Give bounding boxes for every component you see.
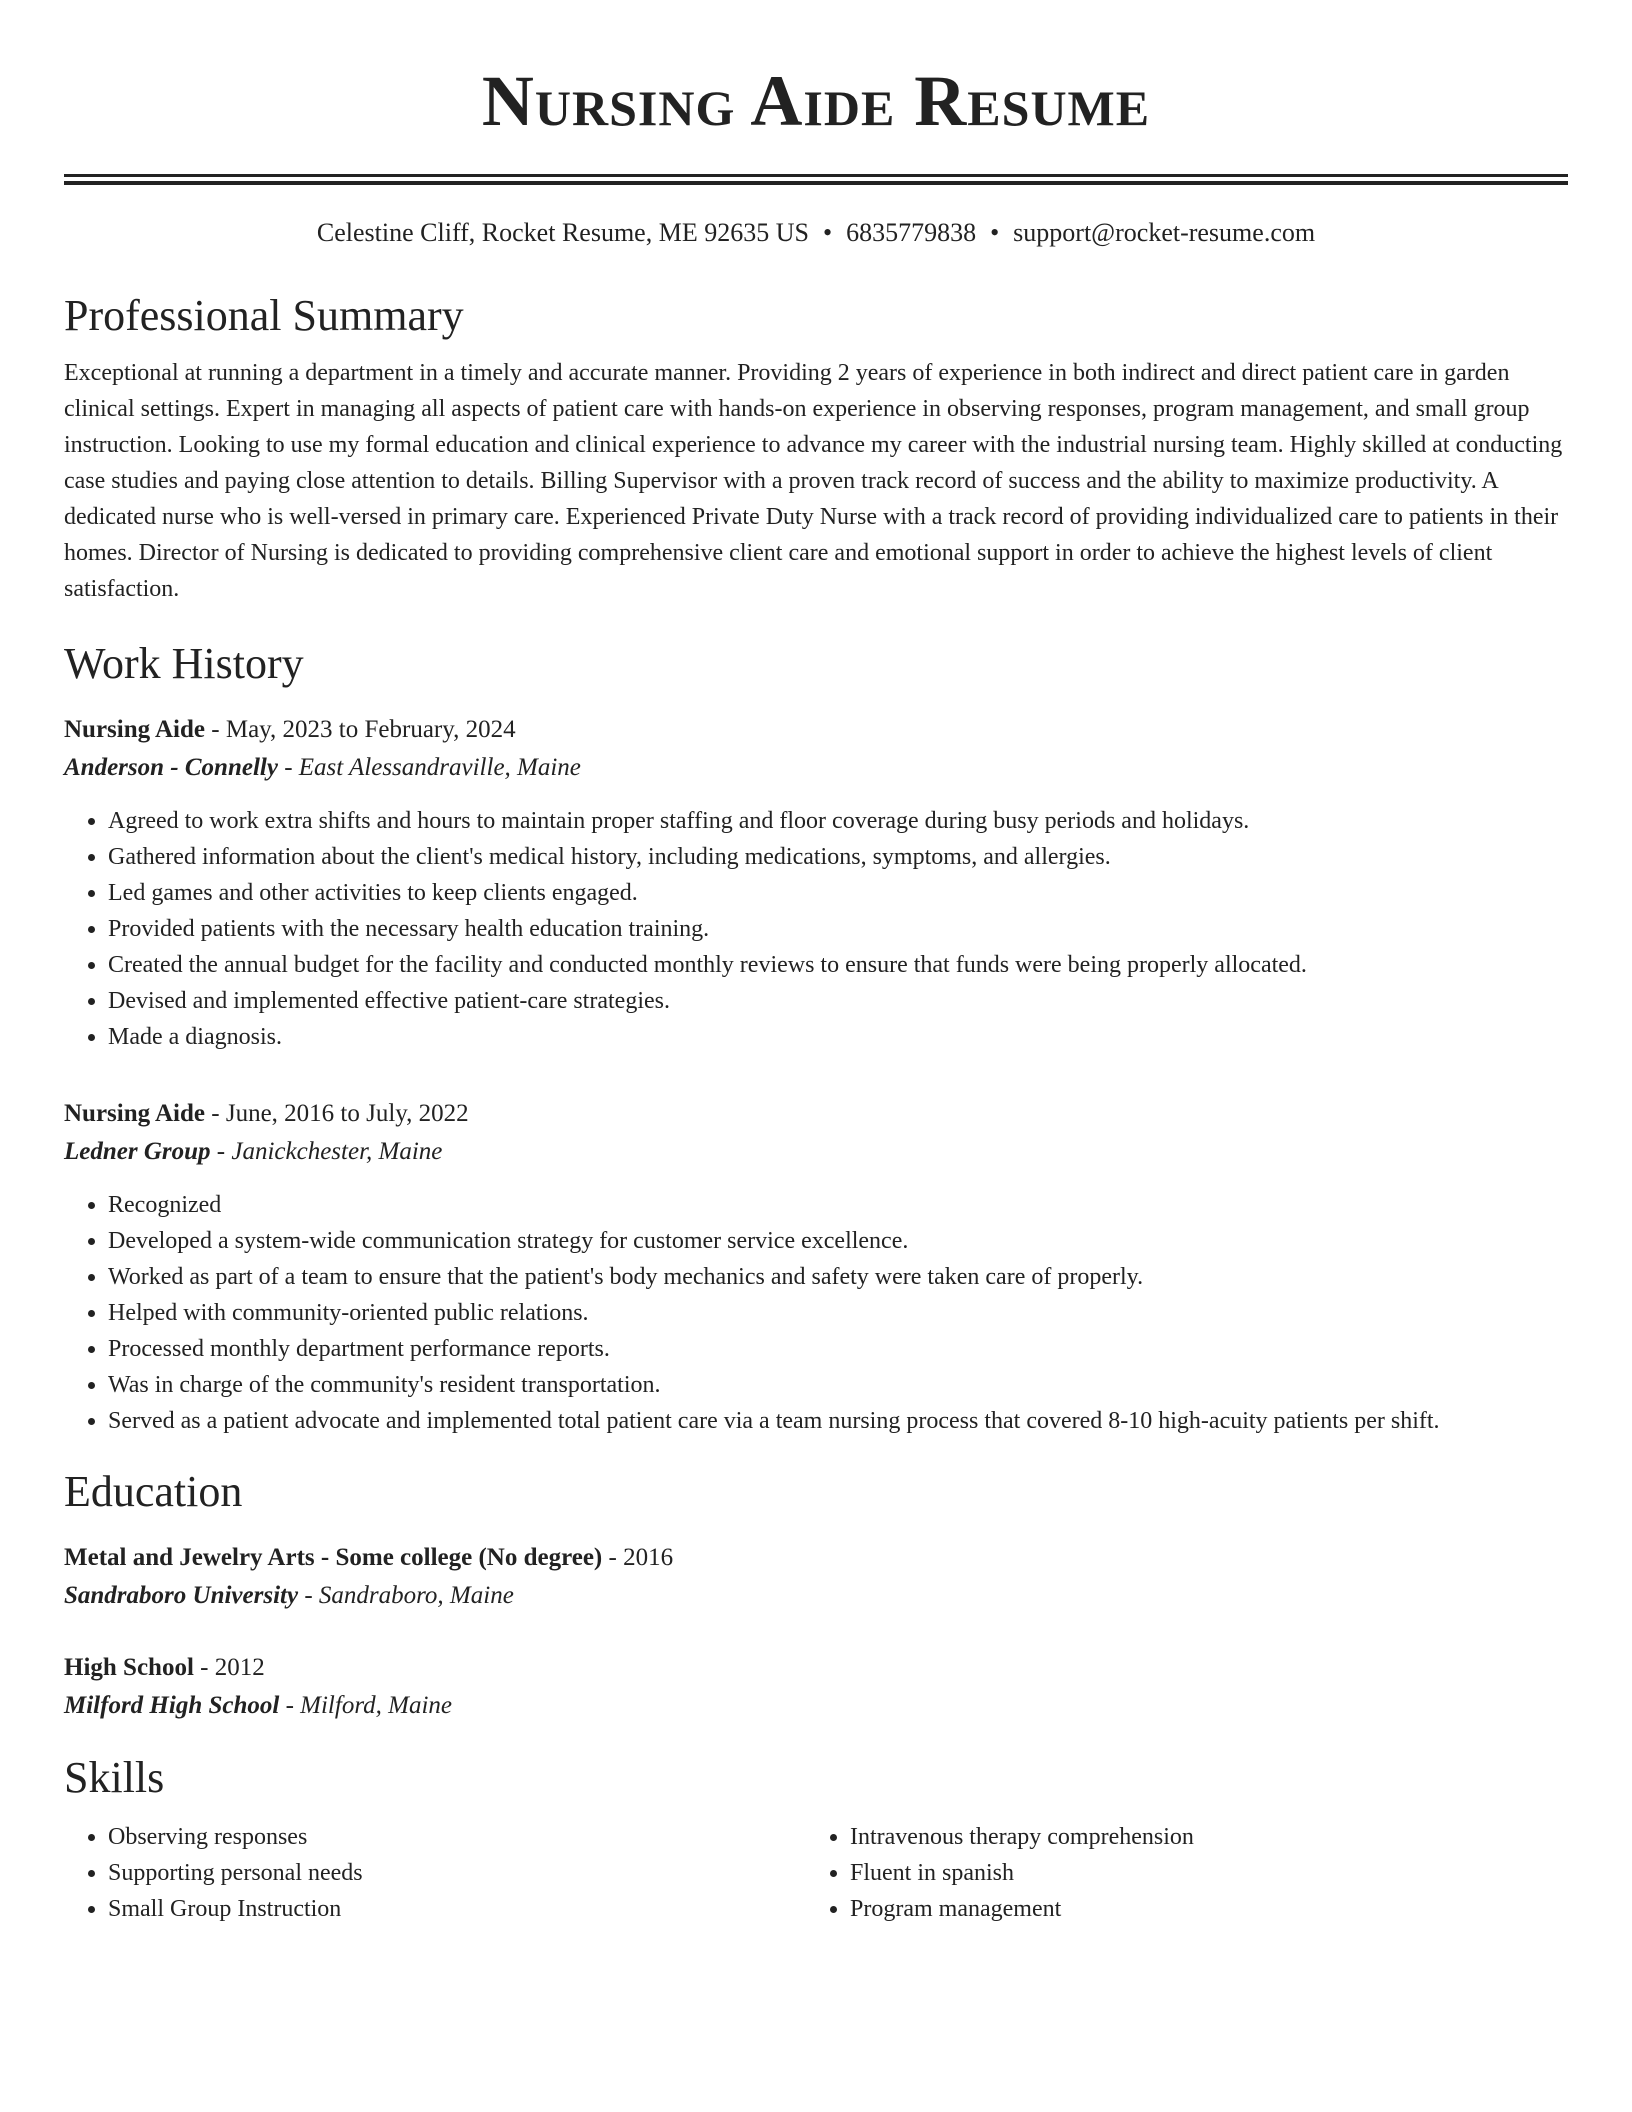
contact-email: support@rocket-resume.com (1013, 218, 1316, 247)
job-duty: • Gathered information about the client's medical history, including medications, symptoms, and allergies. (108, 839, 1568, 875)
contact-address: Celestine Cliff, Rocket Resume, ME 92635 US (316, 218, 809, 247)
contact-separator: • (822, 218, 833, 247)
skills-column-left (64, 1819, 806, 1927)
job-duties (64, 803, 1568, 1055)
contact-phone: 6835779838 (846, 218, 977, 247)
education-degree: Metal and Jewelry Arts - Some college (No degree) (64, 1544, 603, 1571)
education-institution (64, 1577, 1568, 1615)
skill-item: • Intravenous therapy comprehension (850, 1819, 1548, 1855)
job-employer (64, 749, 1568, 787)
summary-heading: Professional Summary (64, 291, 464, 340)
job-duty: • Led games and other activities to keep clients engaged. (108, 875, 1568, 911)
education-school: Milford High School (64, 1692, 280, 1719)
education-location: - Sandraboro, Maine (298, 1582, 514, 1609)
job-duty: • Made a diagnosis. (108, 1019, 1568, 1055)
skill-item: • Fluent in spanish (850, 1855, 1548, 1891)
education-entry (64, 1649, 1568, 1725)
title-divider (64, 174, 1568, 185)
skill-item: • Observing responses (108, 1819, 806, 1855)
work-history-heading: Work History (64, 639, 304, 688)
education-school: Sandraboro University (64, 1582, 299, 1609)
education-location: - Milford, Maine (279, 1692, 452, 1719)
job-entry (64, 1095, 1568, 1439)
job-duty: • Developed a system-wide communication strategy for customer service excellence. (108, 1223, 1568, 1259)
contact-line (64, 215, 1568, 251)
education-header (64, 1649, 1568, 1687)
job-duty: • Processed monthly department performance reports. (108, 1331, 1568, 1367)
job-dates: - May, 2023 to February, 2024 (205, 716, 516, 743)
job-entry (64, 711, 1568, 1055)
job-duty: • Agreed to work extra shifts and hours to maintain proper staffing and floor coverage during busy periods and holidays. (108, 803, 1568, 839)
skills-section (64, 1751, 1568, 1927)
job-location: - East Alessandraville, Maine (277, 754, 581, 781)
job-duty: • Served as a patient advocate and implemented total patient care via a team nursing process that covered 8-10 high-acuity patients per shift. (108, 1403, 1568, 1439)
job-duties (64, 1187, 1568, 1439)
skills-columns (64, 1819, 1568, 1927)
contact-separator: • (990, 218, 1000, 247)
education-institution (64, 1687, 1568, 1725)
resume-title: Nursing Aide Resume (481, 61, 1151, 141)
skills-heading: Skills (64, 1753, 165, 1802)
job-location: - Janickchester, Maine (210, 1138, 443, 1165)
education-entry (64, 1539, 1568, 1615)
summary-section (64, 289, 1568, 607)
work-history-section (64, 637, 1568, 1439)
job-header (64, 1095, 1568, 1133)
education-degree: High School (64, 1654, 194, 1681)
job-title: Nursing Aide (64, 716, 206, 743)
skills-column-right (806, 1819, 1548, 1927)
summary-text: Exceptional at running a department in a timely and accurate manner. Providing 2 years of experience in both indirect and direct patient care in garden clinical settings. Expert in managing all aspects of patient care with hands-on experience in observing responses, program management, and small group instruction. Looking to use my formal education and clinical experience to advance my career with the industrial nursing team. Highly skilled at conducting case studies and paying close attention to details. Billing Supervisor with a proven track record of success and the ability to maximize productivity. A dedicated nurse who is well-versed in primary care. Experienced Private Duty Nurse with a track record of providing individualized care to patients in their homes. Director of Nursing is dedicated to providing comprehensive client care and emotional support in order to achieve the highest levels of client satisfaction. (64, 360, 1563, 602)
job-duty: • Recognized (108, 1187, 1568, 1223)
job-title: Nursing Aide (64, 1100, 206, 1127)
job-duty: • Was in charge of the community's resident transportation. (108, 1367, 1568, 1403)
education-heading: Education (64, 1467, 243, 1516)
job-duty: • Created the annual budget for the facility and conducted monthly reviews to ensure that funds were being properly allocated. (108, 947, 1568, 983)
education-header (64, 1539, 1568, 1577)
skill-item: • Supporting personal needs (108, 1855, 806, 1891)
job-dates: - June, 2016 to July, 2022 (205, 1100, 469, 1127)
job-employer (64, 1133, 1568, 1171)
skill-item: • Program management (850, 1891, 1548, 1927)
job-header (64, 711, 1568, 749)
job-company: Ledner Group (64, 1138, 211, 1165)
education-year: - 2012 (193, 1654, 265, 1681)
skill-item: • Small Group Instruction (108, 1891, 806, 1927)
education-year: - 2016 (602, 1544, 674, 1571)
education-section (64, 1465, 1568, 1725)
job-duty: • Worked as part of a team to ensure that the patient's body mechanics and safety were taken care of properly. (108, 1259, 1568, 1295)
job-duty: • Provided patients with the necessary health education training. (108, 911, 1568, 947)
job-company: Anderson - Connelly (64, 754, 278, 781)
job-duty: • Devised and implemented effective patient-care strategies. (108, 983, 1568, 1019)
job-duty: • Helped with community-oriented public relations. (108, 1295, 1568, 1331)
